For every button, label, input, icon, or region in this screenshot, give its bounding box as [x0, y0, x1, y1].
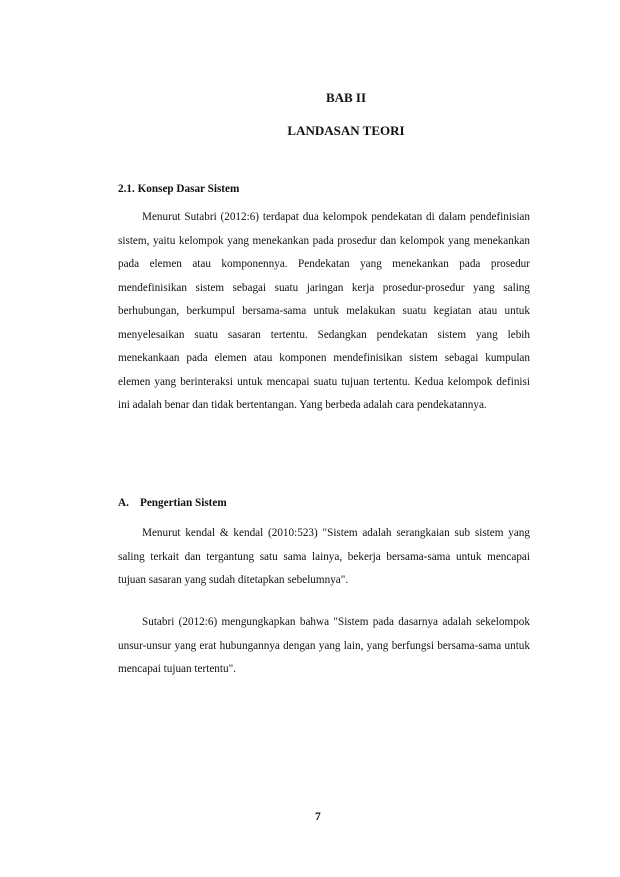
section-title: 2.1. Konsep Dasar Sistem [118, 183, 240, 195]
page-number: 7 [315, 811, 321, 823]
subsection-title: Pengertian Sistem [140, 497, 227, 509]
section-paragraph: Menurut Sutabri (2012:6) terdapat dua kelompok pendekatan di dalam pendefinisian sistem, yaitu kelompok yang menekankan pada prosedur dan kelompok yang menekankan pada elemen atau komponennya. Pendekatan yang menekankan pada prosedur mendefinisikan sistem sebagai suatu jaringan kerja prosedur-prosedur yang saling berhubungan, berkumpul bersama-sama untuk melakukan suatu kegiatan atau untuk menyelesaikan suatu sasaran tertentu. Sedangkan pendekatan sistem yang lebih menekankaan pada elemen atau komponen mendefinisikan sistem sebagai kumpulan elemen yang berinteraksi untuk mencapai suatu tujuan tertentu. Kedua kelompok definisi ini adalah benar dan tidak bertentangan. Yang berbeda adalah cara pendekatannya. [118, 211, 530, 411]
chapter-number: BAB II [325, 90, 367, 105]
subsection-heading [118, 497, 227, 509]
chapter-title: LANDASAN TEORI [287, 123, 405, 138]
subsection-letter: A. [118, 497, 129, 509]
subsection-paragraph-1: Menurut kendal & kendal (2010:523) "Sistem adalah serangkaian sub sistem yang saling terkait dan tergantung satu sama lainya, bekerja bersama-sama untuk mencapai tujuan sasaran yang sudah ditetapkan sebelumnya". [118, 527, 530, 586]
subsection-paragraph-2: Sutabri (2012:6) mengungkapkan bahwa "Sistem pada dasarnya adalah sekelompok unsur-unsur yang erat hubungannya dengan yang lain, yang berfungsi bersama-sama untuk mencapai tujuan tertentu". [118, 616, 530, 675]
